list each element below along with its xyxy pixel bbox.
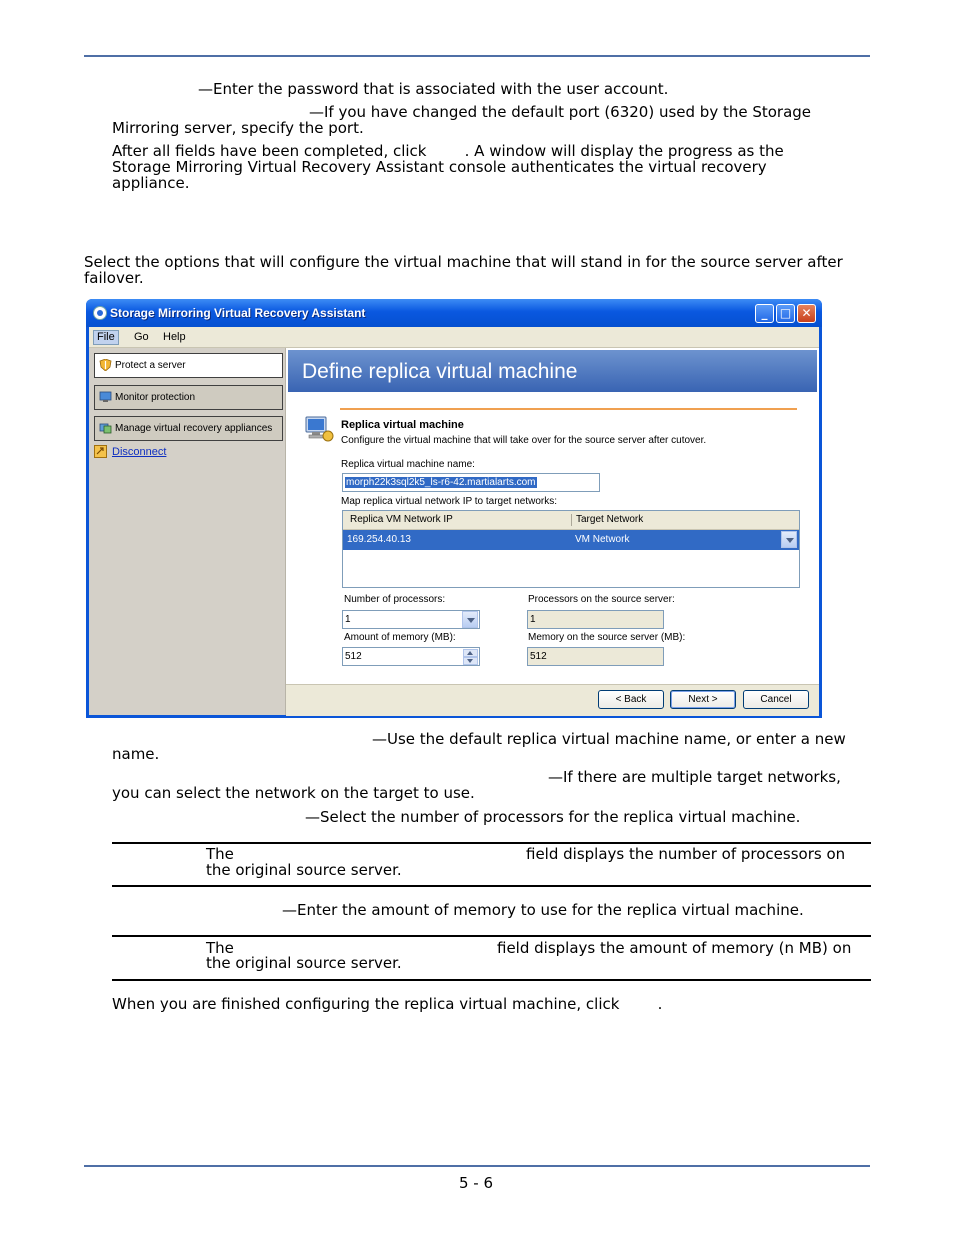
processors-dropdown[interactable] [342, 610, 480, 629]
source-processors-label: Processors on the source server: [528, 594, 675, 605]
source-processors-field [527, 610, 664, 629]
menu-go[interactable]: Go [134, 331, 149, 343]
section-description: Configure the virtual machine that will take over for the source server after cutover. [341, 435, 707, 446]
grid-header-separator [571, 514, 572, 526]
close-icon: ✕ [801, 306, 812, 320]
completion-line2: Storage Mirroring Virtual Recovery Assistant console authenticates the virtual recovery [112, 158, 767, 176]
note2-the: The [206, 939, 234, 957]
vm-name-desc-line1: —Use the default replica virtual machine name, or enter a new [372, 730, 846, 748]
source-memory-field [527, 647, 664, 666]
note1-top-rule [112, 842, 871, 844]
vm-name-label: Replica virtual machine name: [341, 459, 475, 470]
sidebar [89, 348, 286, 715]
vm-name-value: morph22k3sql2k5_ls-r6-42.martialarts.com [346, 477, 536, 488]
note1-the: The [206, 845, 234, 863]
wizard-banner [288, 350, 817, 392]
wizard-title: Define replica virtual machine [302, 360, 578, 383]
minimize-icon: _ [761, 306, 768, 320]
spin-down-icon[interactable] [463, 657, 478, 665]
computer-network-icon [304, 414, 334, 444]
memory-spinner[interactable] [463, 649, 478, 665]
note2-bottom-rule [112, 979, 871, 981]
completion-line3: appliance. [112, 174, 190, 192]
note2-text-line2: the original source server. [206, 954, 402, 972]
chevron-down-icon[interactable] [781, 531, 797, 548]
nav-manage-label: Manage virtual recovery appliances [115, 423, 273, 434]
port-desc-line1: —If you have changed the default port (6320) used by the Storage [309, 103, 812, 121]
section-divider [340, 408, 797, 410]
note1-bottom-rule [112, 885, 871, 887]
grid-header [343, 511, 799, 530]
grid-cell-ip: 169.254.40.13 [347, 534, 411, 545]
menu-bar [89, 327, 819, 348]
monitor-icon [99, 391, 112, 403]
nav-protect-label: Protect a server [115, 360, 186, 371]
spin-up-icon[interactable] [463, 649, 478, 657]
nav-monitor-label: Monitor protection [115, 392, 196, 403]
wizard-footer [286, 684, 819, 716]
source-memory-value: 512 [530, 651, 547, 662]
password-desc: —Enter the password that is associated with the user account. [198, 80, 669, 98]
processors-value: 1 [345, 614, 351, 625]
network-desc-line2: you can select the network on the target to use. [112, 784, 475, 802]
title-bar [86, 299, 822, 327]
maximize-button[interactable] [776, 304, 795, 323]
note1-text-line2: the original source server. [206, 861, 402, 879]
port-desc-line2: Mirroring server, specify the port. [112, 119, 364, 137]
section-title: Replica virtual machine [341, 419, 464, 431]
minimize-button[interactable] [755, 304, 774, 323]
back-button[interactable]: < Back [598, 690, 664, 709]
intro-line1: Select the options that will configure the virtual machine that will stand in for the source server after [84, 253, 843, 271]
appliance-icon [99, 422, 112, 434]
wizard-panel [286, 348, 819, 715]
grid-cell-target[interactable]: VM Network [575, 534, 630, 545]
processors-desc: —Select the number of processors for the replica virtual machine. [305, 808, 801, 826]
header-rule [84, 55, 870, 57]
menu-file[interactable]: File [93, 330, 119, 345]
disconnect-label: Disconnect [112, 446, 167, 458]
note2-top-rule [112, 935, 871, 937]
app-icon [93, 306, 107, 320]
intro-line2: failover. [84, 269, 144, 287]
disconnect-link[interactable] [94, 445, 166, 459]
source-processors-value: 1 [530, 614, 536, 625]
shield-icon [99, 359, 112, 371]
memory-label: Amount of memory (MB): [344, 632, 456, 643]
page-number: 5 - 6 [459, 1174, 494, 1192]
maximize-icon: □ [779, 306, 792, 320]
source-memory-label: Memory on the source server (MB): [528, 632, 686, 643]
note1-text: field displays the number of processors on [526, 845, 846, 863]
next-button[interactable]: Next > [670, 690, 736, 709]
network-map-label: Map replica virtual network IP to target networks: [341, 496, 558, 507]
window-client [89, 348, 819, 715]
memory-stepper[interactable] [342, 647, 480, 666]
vm-name-desc-line2: name. [112, 745, 160, 763]
window-title: Storage Mirroring Virtual Recovery Assistant [110, 306, 366, 320]
close-button[interactable] [797, 304, 816, 323]
cancel-button[interactable]: Cancel [743, 690, 809, 709]
table-row[interactable] [343, 530, 799, 550]
completion-line1: After all fields have been completed, click . A window will display the progress as the [112, 142, 784, 160]
footer-rule [84, 1165, 870, 1167]
menu-help[interactable]: Help [163, 331, 186, 343]
app-window [86, 299, 822, 718]
network-map-grid[interactable] [342, 510, 800, 588]
grid-header-ip[interactable]: Replica VM Network IP [350, 514, 453, 525]
chevron-down-icon[interactable] [462, 611, 478, 628]
finish-instruction: When you are finished configuring the replica virtual machine, click . [112, 995, 663, 1013]
memory-desc: —Enter the amount of memory to use for the replica virtual machine. [282, 901, 804, 919]
vm-name-input[interactable] [342, 473, 600, 492]
disconnect-icon [94, 445, 107, 458]
memory-value: 512 [345, 651, 362, 662]
nav-manage-appliances[interactable] [94, 416, 283, 441]
nav-monitor-protection[interactable] [94, 385, 283, 410]
nav-protect-server[interactable] [94, 353, 283, 378]
note2-text: field displays the amount of memory (n MB) on [497, 939, 852, 957]
processors-label: Number of processors: [344, 594, 446, 605]
network-desc-line1: —If there are multiple target networks, [548, 768, 841, 786]
grid-header-target[interactable]: Target Network [576, 514, 644, 525]
